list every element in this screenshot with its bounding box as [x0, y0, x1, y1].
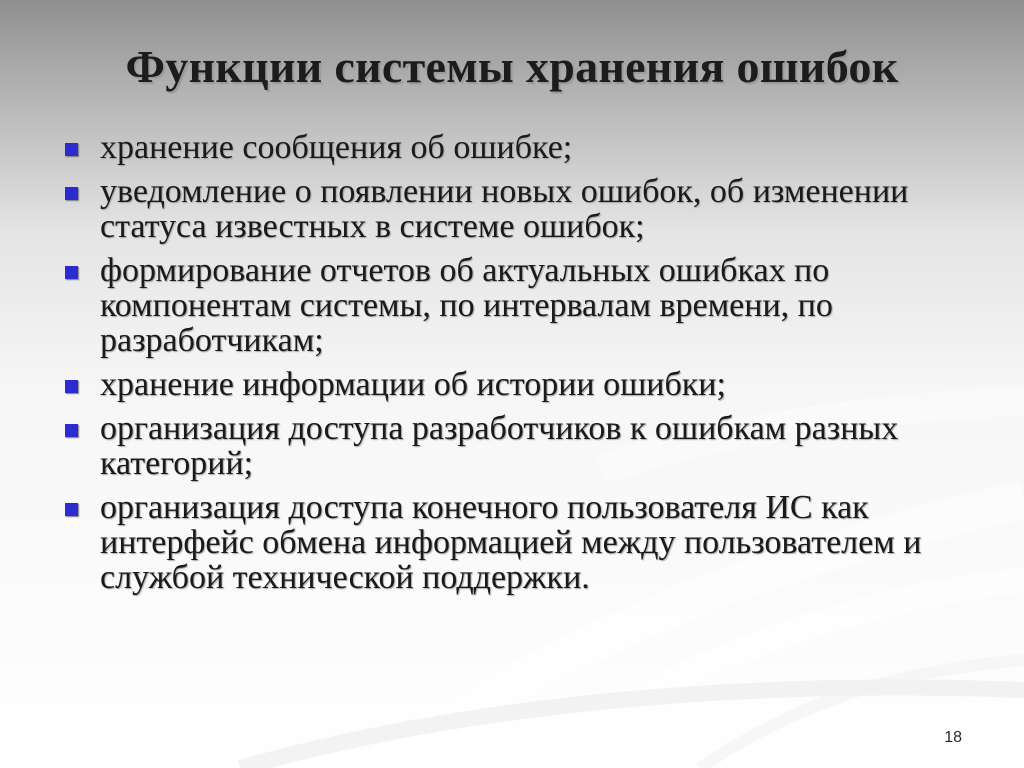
- square-bullet-icon: [65, 143, 78, 156]
- bullet-item: [62, 411, 982, 481]
- slide-title: Функции системы хранения ошибок: [125, 41, 899, 92]
- square-bullet-icon: [65, 380, 78, 393]
- bullet-text: организация доступа разработчиков к ошибкам разных категорий;: [100, 410, 899, 482]
- bullet-item: [62, 174, 982, 244]
- bullet-item: [62, 130, 982, 165]
- bullet-text: хранение сообщения об ошибке;: [100, 129, 573, 166]
- bullet-text: уведомление о появлении новых ошибок, об изменении статуса известных в системе ошибок;: [100, 173, 909, 245]
- bullet-text: формирование отчетов об актуальных ошибках по компонентам системы, по интервалам времени, по разработчикам;: [100, 252, 833, 359]
- page-number: 18: [944, 729, 962, 746]
- square-bullet-icon: [65, 424, 78, 437]
- bullet-item: [62, 490, 982, 595]
- bullet-item: [62, 367, 982, 402]
- bullet-list: [62, 130, 982, 604]
- bullet-item: [62, 253, 982, 358]
- bullet-text: организация доступа конечного пользователя ИС как интерфейс обмена информацией между пользователем и службой технической поддержки.: [100, 489, 922, 596]
- square-bullet-icon: [65, 503, 78, 516]
- square-bullet-icon: [65, 187, 78, 200]
- square-bullet-icon: [65, 266, 78, 279]
- bullet-text: хранение информации об истории ошибки;: [100, 366, 726, 403]
